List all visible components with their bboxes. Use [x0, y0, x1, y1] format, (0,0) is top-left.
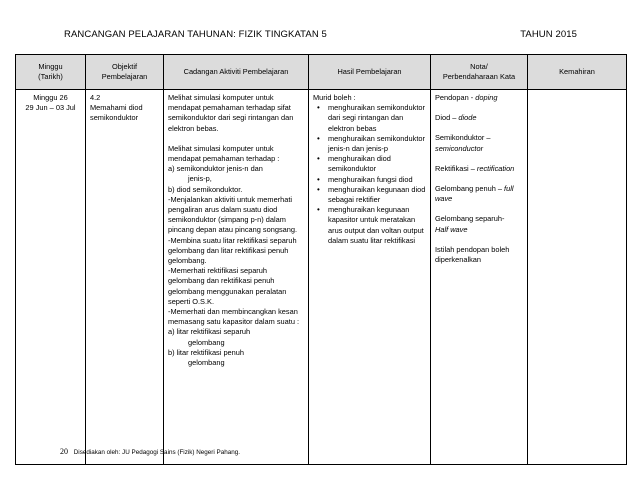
objective-text: Memahami diod semikonduktor: [90, 103, 143, 123]
col-header-objektif: [86, 55, 164, 90]
cell-objective: [86, 90, 164, 465]
col-minggu-label: Minggu: [38, 61, 63, 71]
note-item: Rektifikasi – rectification: [435, 163, 515, 173]
col-tarikh-label: (Tarikh): [38, 72, 63, 81]
page-number: 20: [60, 447, 68, 456]
cell-week: [16, 90, 86, 465]
activity-line: gelombang: [188, 337, 225, 347]
document-title: RANCANGAN PELAJARAN TAHUNAN: FIZIK TINGKATAN 5: [64, 29, 327, 40]
cell-outcomes: [309, 90, 431, 465]
list-item: • menghuraikan kegunaan kapasitor untuk meratakan arus output dan voltan output dalam suatu litar rektifikasi: [313, 205, 426, 246]
cell-skills: [528, 90, 627, 465]
note-item: Semikonduktor – semiconductor: [435, 133, 491, 153]
table-header-row: [16, 55, 627, 90]
activity-paragraph: Melihat simulasi komputer untuk mendapat pemahaman terhadap sifat semikonduktor dari segi rintangan dan elektron bebas.: [168, 93, 294, 133]
outcomes-list: [313, 103, 426, 246]
activity-paragraph: -Membina suatu litar rektifikasi separuh gelombang dan litar rektifikasi penuh gelombang.: [168, 235, 297, 266]
activity-line: a) litar rektifikasi separuh: [168, 327, 251, 337]
cell-notes: [431, 90, 528, 465]
activity-line: b) diod semikonduktor.: [168, 184, 243, 194]
table-row: [16, 90, 627, 465]
list-item: • menghuraikan fungsi diod: [313, 175, 426, 185]
outcomes-intro: Murid boleh :: [313, 93, 356, 102]
activity-line: a) semikonduktor jenis-n dan: [168, 164, 263, 174]
col-header-kemahiran: Kemahiran: [528, 55, 627, 90]
lesson-plan-table: [15, 54, 627, 465]
note-item: Istilah pendopan boleh diperkenalkan: [435, 244, 510, 265]
page-footer: [60, 447, 240, 456]
activity-line: b) litar rektifikasi penuh: [168, 347, 244, 357]
note-item: Diod – diode: [435, 113, 477, 123]
col-objektif-label: Objektif: [111, 61, 138, 71]
week-number: Minggu 26: [33, 93, 68, 102]
list-item: • menghuraikan kegunaan diod sebagai rektifier: [313, 185, 426, 205]
week-date: 29 Jun – 03 Jul: [25, 103, 76, 113]
activity-paragraph: -Menjalankan aktiviti untuk memerhati pengaliran arus dalam suatu diod semikonduktor (simpang p-n) dalam pincang depan atau pincang songsang.: [168, 194, 298, 235]
col-header-minggu: [16, 55, 86, 90]
note-item: Pendopan - doping: [435, 93, 498, 102]
note-item: Gelombang penuh – full wave: [435, 184, 514, 204]
col-header-hasil: Hasil Pembelajaran: [309, 55, 431, 90]
list-item: • menghuraikan semikonduktor jenis-n dan jenis-p: [313, 134, 426, 154]
col-header-nota: [431, 55, 528, 90]
document-year: TAHUN 2015: [520, 29, 577, 40]
col-nota-label: Nota/: [470, 61, 488, 71]
note-item: Gelombang separuh- Half wave: [435, 214, 505, 234]
activity-line: gelombang: [188, 358, 225, 368]
objective-code: 4.2: [90, 93, 101, 102]
col-pembelajaran-label: Pembelajaran: [101, 72, 148, 81]
list-item: • menghuraikan semikonduktor dari segi rintangan dan elektron bebas: [313, 103, 426, 134]
col-perbendaharaan-label: Perbendaharaan Kata: [442, 72, 516, 81]
activity-paragraph: -Memerhati dan membincangkan kesan memasang satu kapasitor dalam suatu :: [168, 307, 300, 327]
activity-line: jenis-p,: [188, 174, 212, 184]
activity-paragraph: -Memerhati rektifikasi separuh gelombang dan rektifikasi penuh gelombang menggunakan peralatan seperti O.S.K.: [168, 266, 287, 306]
activity-paragraph: Melihat simulasi komputer untuk mendapat pemahaman terhadap :: [168, 143, 280, 164]
footer-credit: Disediakan oleh: JU Pedagogi Sains (Fizik) Negeri Pahang.: [73, 449, 241, 456]
cell-activities: [164, 90, 309, 465]
col-header-cadangan: Cadangan Aktiviti Pembelajaran: [164, 55, 309, 90]
list-item: • menghuraikan diod semikonduktor: [313, 154, 426, 174]
